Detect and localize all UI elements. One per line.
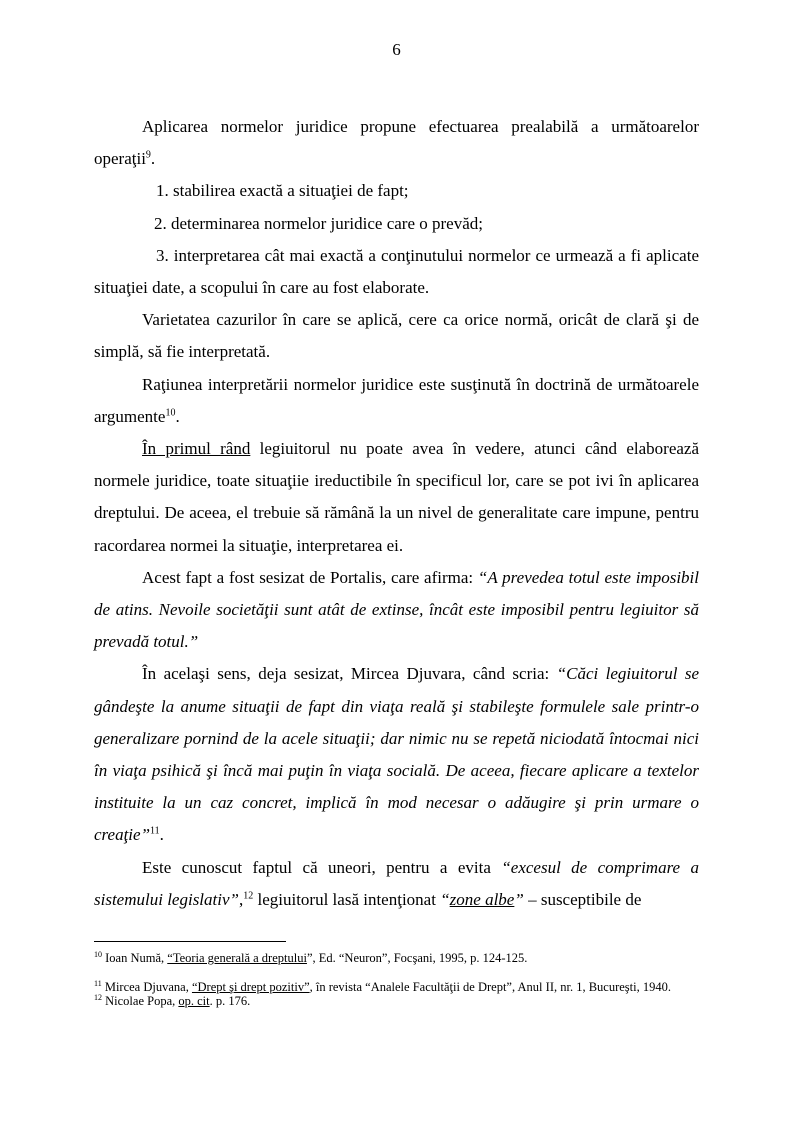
list-item: 2. determinarea normelor juridice care o prevăd; (154, 213, 483, 233)
quote-zone-albe: “zone albe” (440, 889, 524, 909)
djuvara-quote: “Căci legiuitorul se gândeşte la anume situaţii de fapt din viaţa reală şi stabileşte formulele sale printr-o generalizare pornind de la acele situaţii; dar nimic nu se repetă niciodată întocmai nici în viaţa psihică şi încă mai puţin în viaţa socială. De aceea, fiecare aplicare a textelor instituite la un caz concret, implică în mod necesar o adăugire şi prin urmare o creaţie” (94, 664, 699, 845)
footnotes (94, 951, 699, 1008)
quote-excess: “excesul de comprimare a sistemului legislativ” (94, 857, 699, 909)
footnote-ref-10: 10 (165, 407, 176, 419)
paragraph-7: Este cunoscut faptul că uneori, pentru a evita “excesul de comprimare a sistemului legislativ”,$^{12}$ legiuitorul lasă intenţionat “zone albe” – susceptibile de (94, 857, 699, 909)
footnote-ref-12: 12 (243, 890, 254, 902)
paragraph-2: Varietatea cazurilor în care se aplică, cere ca orice normă, oricât de clară şi de simplă, să fie interpretată. (94, 310, 699, 362)
page-number: 6 (392, 40, 401, 59)
paragraph-5: Acest fapt a fost sesizat de Portalis, care afirma: “A prevedea totul este imposibil de atins. Nevoile societăţii sunt atât de extinse, încât este imposibil pentru legiuitor să prevadă totul.” (94, 567, 699, 652)
body-text (94, 111, 699, 916)
paragraph-4: În primul rând legiuitorul nu poate avea în vedere, atunci când elaborează normele juridice, toate situaţiie ireductibile în specificul lor, care se pot ivi în aplicarea dreptului. De aceea, el trebuie să rămână la un nivel de generalitate care impune, pentru racordarea normei la situaţie, interpretarea ei. (94, 439, 700, 555)
list-item: 1. stabilirea exactă a situaţiei de fapt; (156, 181, 409, 201)
footnote-separator (94, 941, 286, 942)
footnote-ref-11: 11 (150, 825, 160, 837)
underlined-lead: În primul rând (142, 439, 251, 459)
footnote-10: $^{10}$ Ioan Numă, “Teoria generală a dreptului”, Ed. “Neuron”, Focşani, 1995, p. 124-125. (94, 949, 528, 965)
paragraph-6: În acelaşi sens, deja sesizat, Mircea Djuvara, când scria: “Căci legiuitorul se gândeşte la anume situaţii de fapt din viaţa reală şi stabileşte formulele sale printr-o generalizare pornind de la acele situaţii; dar nimic nu se repetă niciodată întocmai nici în viaţa psihică şi încă mai puţin în viaţa socială. De aceea, fiecare aplicare a textelor instituite la un caz concret, implică în mod necesar o adăugire şi prin urmare o creaţie”$^{11}$. (94, 664, 699, 845)
paragraph-1: Aplicarea normelor juridice propune efectuarea prealabilă a următoarelor operaţii$^9$. (94, 117, 699, 169)
footnote-12: $^{12}$ Nicolae Popa, op. cit. p. 176. (94, 992, 251, 1008)
list-item: 3. interpretarea cât mai exactă a conţinutului normelor ce urmează a fi aplicate situaţiei date, a scopului în care au fost elaborate. (94, 245, 699, 298)
paragraph-3: Raţiunea interpretării normelor juridice este susţinută în doctrină de următoarele argumente$^{10}$. (94, 374, 699, 426)
portalis-quote: “A prevedea totul este imposibil de atins. Nevoile societăţii sunt atât de extinse, încât este imposibil pentru legiuitor să prevadă totul.” (94, 567, 699, 652)
footnote-ref-9: 9 (145, 149, 151, 161)
footnote-11: $^{11}$ Mircea Djuvana, “Drept şi drept pozitiv”, în revista “Analele Facultăţii de Drept”, Anul II, nr. 1, Bucureşti, 1940. (94, 978, 671, 994)
